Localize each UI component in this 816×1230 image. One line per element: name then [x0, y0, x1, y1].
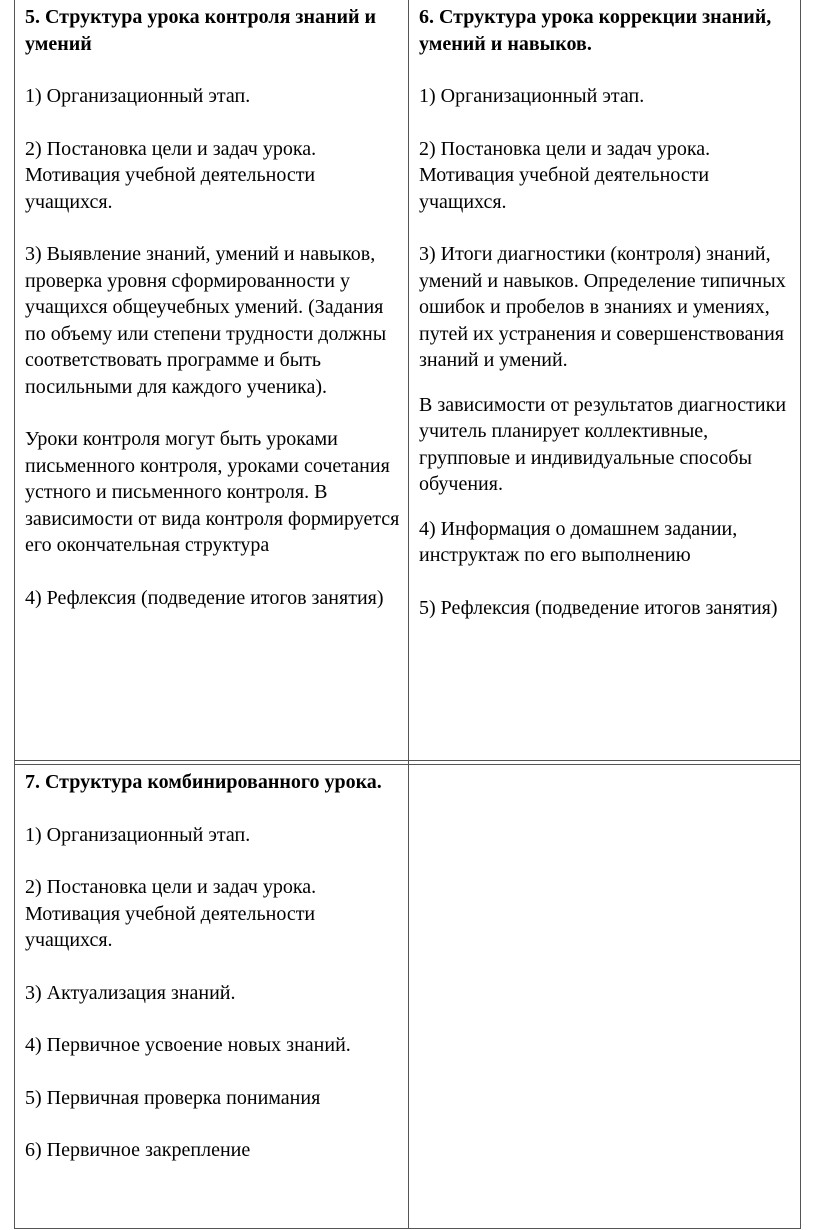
cell-title: 7. Структура комбинированного урока. — [25, 771, 382, 793]
cell-combined-lesson — [15, 765, 408, 1190]
list-item: 3) Актуализация знаний. — [25, 981, 236, 1004]
list-item: 3) Выявление знаний, умений и навыков, проверка уровня сформированности у учащихся общеучебных умений. (Задания по объему или степени трудности должны соответствовать программе и быть посильными для каждого ученика). — [25, 243, 387, 398]
list-item: 1) Организационный этап. — [25, 85, 251, 107]
lesson-structure-table — [14, 0, 801, 1229]
cell-correction-lesson — [409, 0, 801, 647]
list-item: 4) Информация о домашнем задании, инструктаж по его выполнению — [419, 517, 738, 566]
cell-title: 6. Структура урока коррекции знаний, умений и навыков. — [419, 6, 772, 55]
row-divider-top — [15, 760, 800, 761]
list-item: 4) Первичное усвоение новых знаний. — [25, 1034, 351, 1056]
list-item: 1) Организационный этап. — [419, 85, 645, 107]
cell-title: 5. Структура урока контроля знаний и умений — [25, 6, 377, 55]
paragraph-note: Уроки контроля могут быть уроками письменного контроля, уроками сочетания устного и письменного контроля. В зависимости от вида контроля формируется его окончательная структура — [25, 428, 400, 556]
list-item: 2) Постановка цели и задач урока. Мотивация учебной деятельности учащихся. — [419, 137, 711, 213]
list-item: 3) Итоги диагностики (контроля) знаний, умений и навыков. Определение типичных ошибок и пробелов в знаниях и умениях, путей их устранения и совершенствования знаний и умений. — [419, 243, 786, 371]
list-item: 2) Постановка цели и задач урока. Мотивация учебной деятельности учащихся. — [25, 876, 317, 951]
cell-control-lesson — [15, 0, 408, 637]
list-item: 1) Организационный этап. — [25, 823, 251, 846]
list-item: 5) Рефлексия (подведение итогов занятия) — [419, 596, 778, 619]
list-item: 5) Первичная проверка понимания — [25, 1086, 321, 1109]
list-item: 2) Постановка цели и задач урока. Мотивация учебной деятельности учащихся. — [25, 137, 317, 213]
paragraph-note: В зависимости от результатов диагностики учитель планирует коллективные, групповые и индивидуальные способы обучения. — [419, 393, 787, 495]
list-item: 4) Рефлексия (подведение итогов занятия) — [25, 586, 384, 609]
list-item: 6) Первичное закрепление — [25, 1139, 251, 1161]
